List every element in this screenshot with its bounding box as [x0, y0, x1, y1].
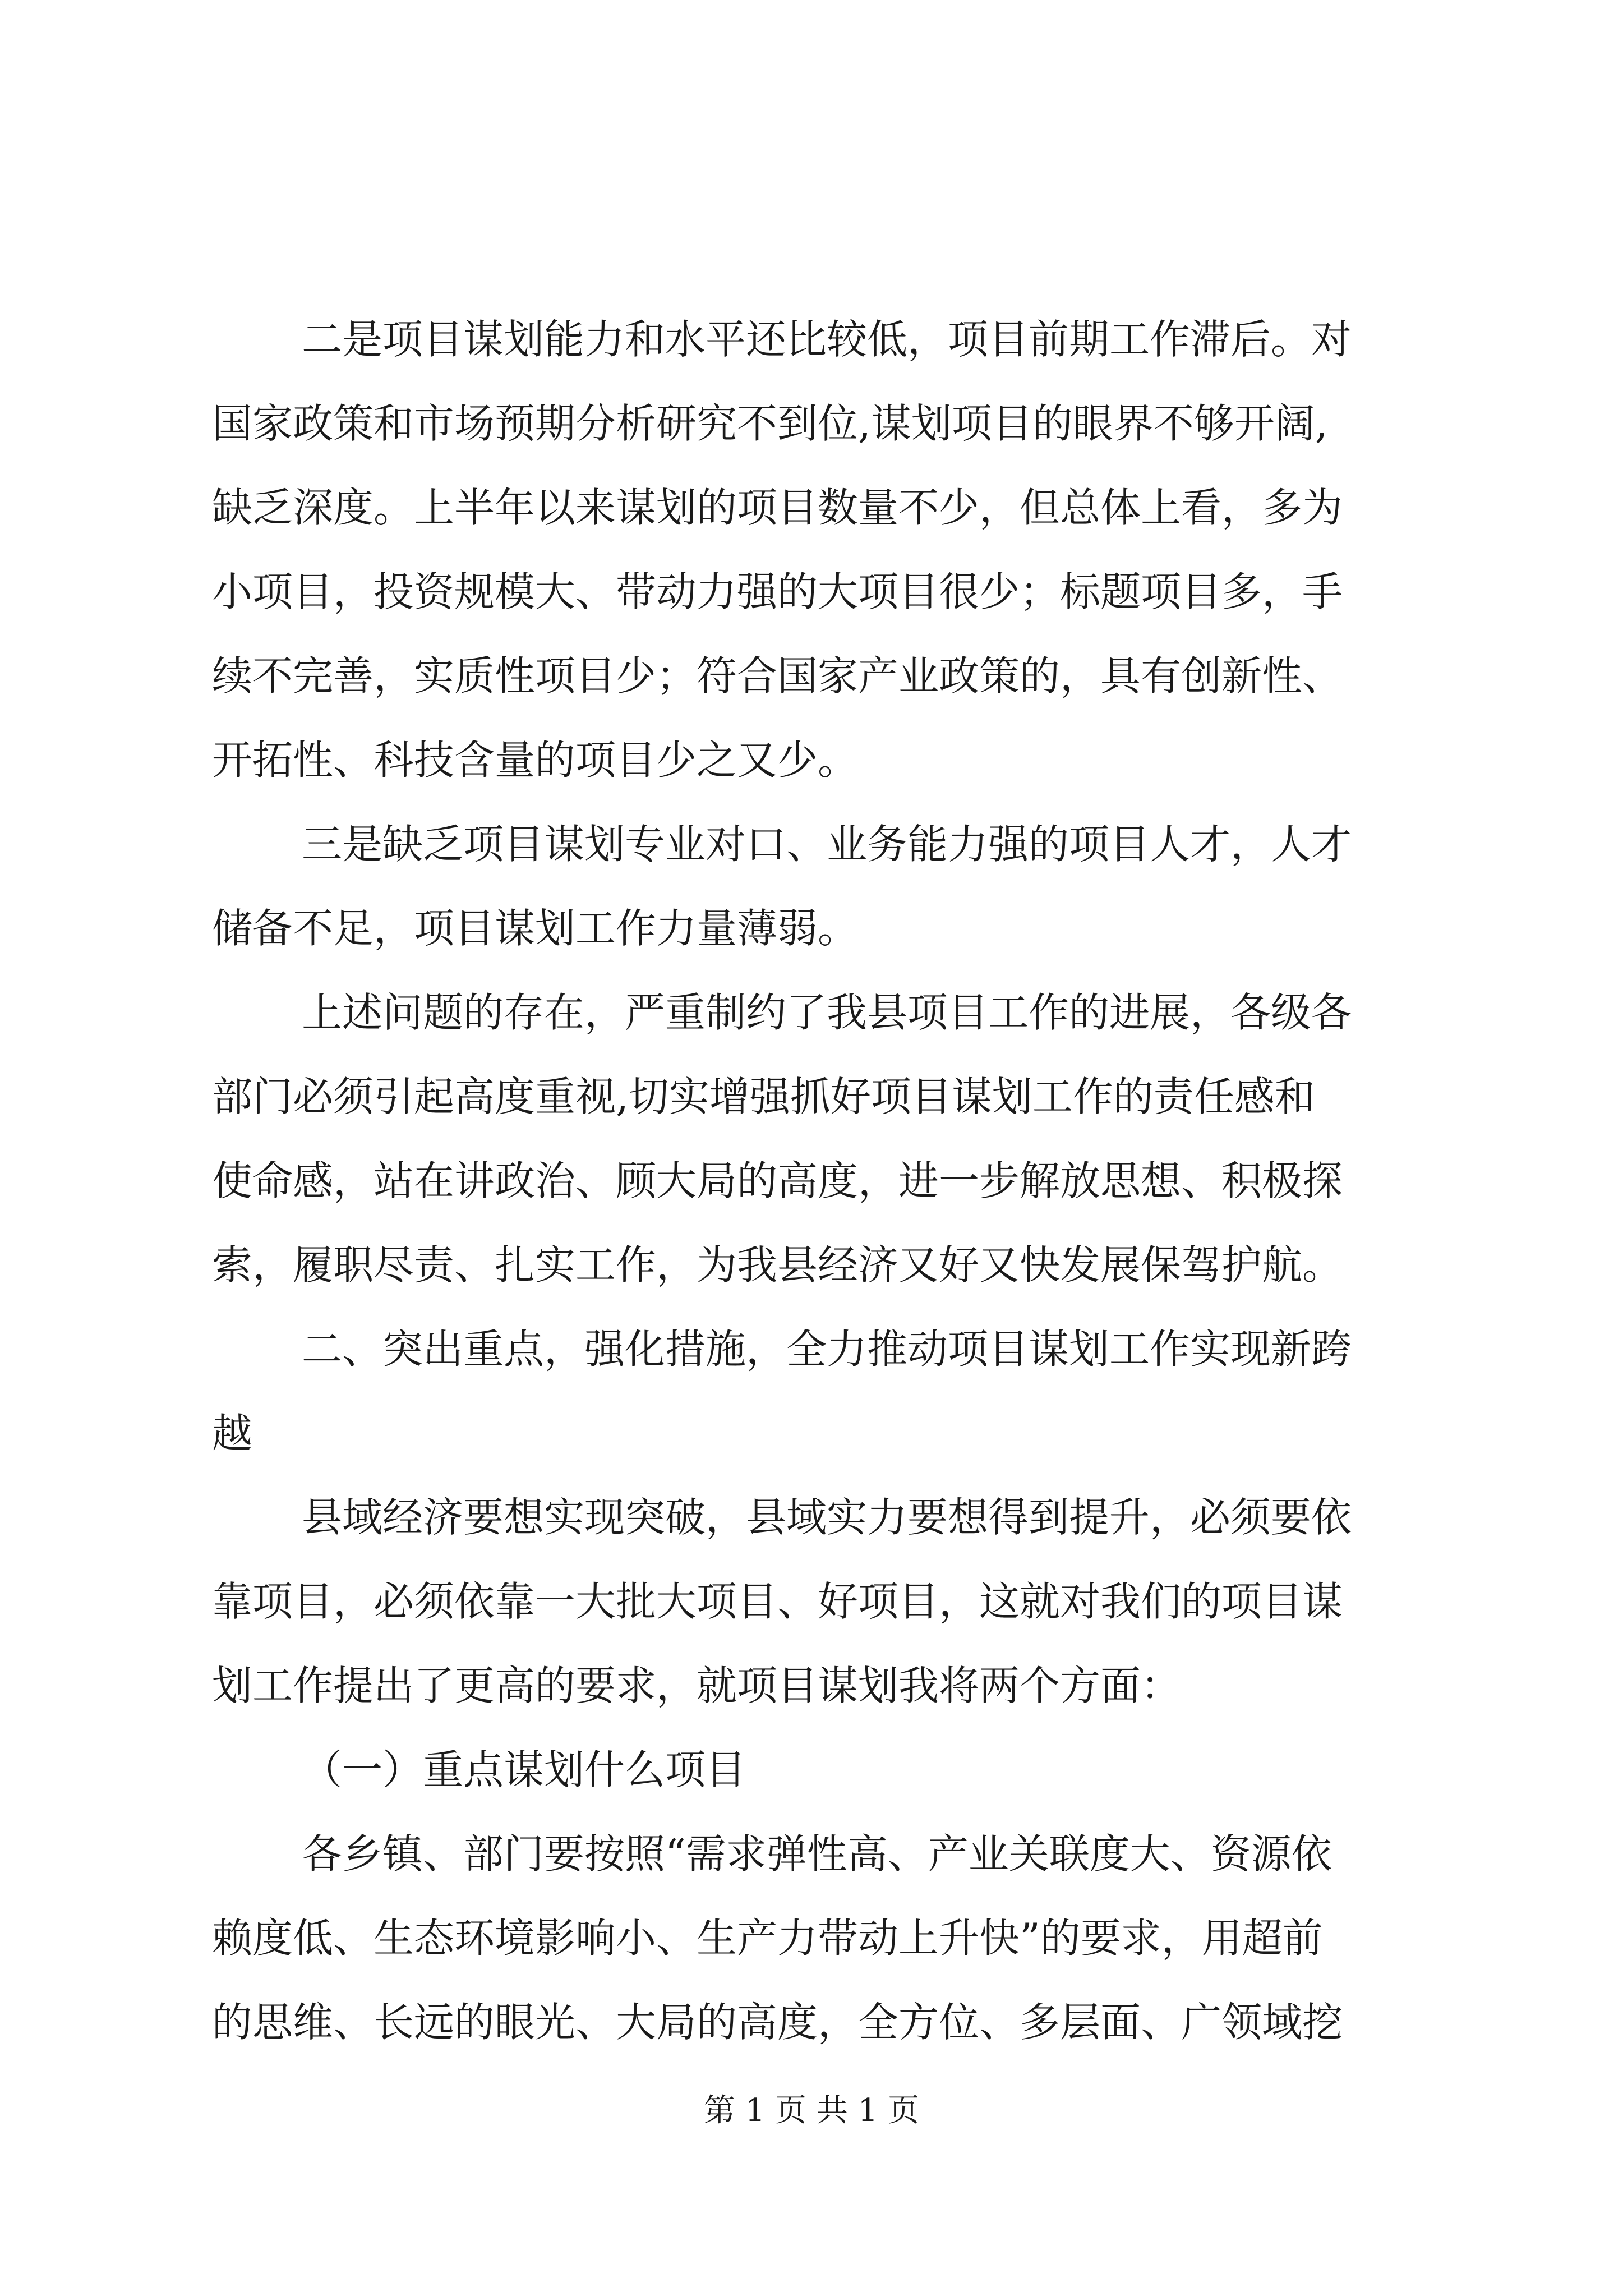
text-line: 储备不足，项目谋划工作力量薄弱。: [212, 905, 859, 952]
text-line: 三是缺乏项目谋划专业对口、业务能力强的项目人才，人才: [302, 821, 1352, 868]
text-line: 开拓性、科技含量的项目少之又少。: [212, 737, 859, 784]
text-line: 小项目，投资规模大、带动力强的大项目很少；标题项目多，手: [212, 568, 1343, 615]
text-line: 二是项目谋划能力和水平还比较低，项目前期工作滞后。对: [302, 316, 1352, 363]
text-line: 国家政策和市场预期分析研究不到位,谋划项目的眼界不够开阔,: [212, 400, 1328, 447]
text-line: 县域经济要想实现突破，县域实力要想得到提升，必须要依: [302, 1494, 1352, 1541]
section-heading: 越: [212, 1410, 253, 1457]
text-line: 上述问题的存在，严重制约了我县项目工作的进展，各级各: [302, 989, 1352, 1036]
subsection-heading: （一）重点谋划什么项目: [302, 1746, 746, 1793]
text-line: 划工作提出了更高的要求，就项目谋划我将两个方面：: [212, 1662, 1182, 1709]
text-line: 的思维、长远的眼光、大局的高度，全方位、多层面、广领域挖: [212, 1999, 1343, 2046]
text-line: 使命感，站在讲政治、顾大局的高度，进一步解放思想、积极探: [212, 1157, 1343, 1204]
text-line: 续不完善，实质性项目少；符合国家产业政策的，具有创新性、: [212, 652, 1343, 700]
text-line: 索，履职尽责、扎实工作，为我县经济又好又快发展保驾护航。: [212, 1241, 1343, 1289]
text-line: 缺乏深度。上半年以来谋划的项目数量不少，但总体上看，多为: [212, 484, 1343, 531]
text-line: 靠项目，必须依靠一大批大项目、好项目，这就对我们的项目谋: [212, 1578, 1343, 1625]
text-line: 部门必须引起高度重视,切实增强抓好项目谋划工作的责任感和: [212, 1073, 1315, 1120]
section-heading: 二、突出重点，强化措施，全力推动项目谋划工作实现新跨: [302, 1326, 1352, 1373]
text-line: 各乡镇、部门要按照“需求弹性高、产业关联度大、资源依: [302, 1830, 1332, 1878]
text-line: 赖度低、生态环境影响小、生产力带动上升快”的要求，用超前: [212, 1915, 1323, 1962]
page-footer: 第 1 页 共 1 页: [703, 2092, 920, 2129]
